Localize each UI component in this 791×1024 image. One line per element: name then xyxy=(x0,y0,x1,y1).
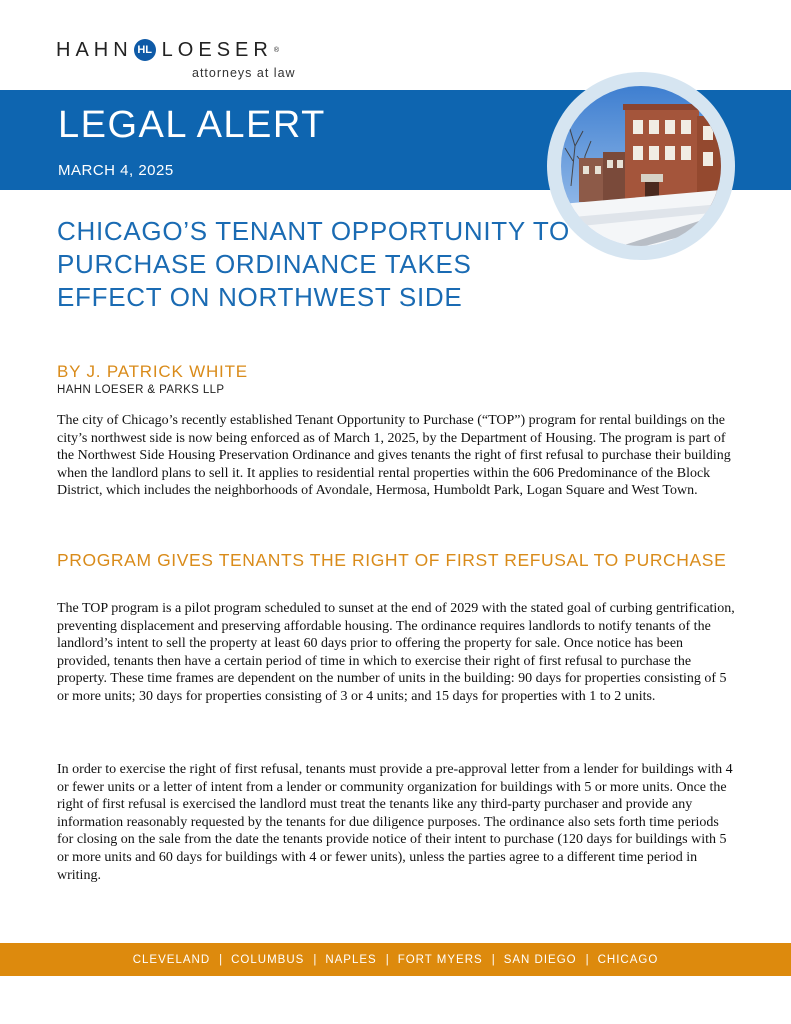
office-fort-myers: FORT MYERS xyxy=(397,953,483,966)
logo-word-loeser: LOESER xyxy=(161,38,273,61)
footer-separator: | xyxy=(219,953,223,966)
footer-separator: | xyxy=(585,953,589,966)
article-headline: CHICAGO’S TENANT OPPORTUNITY TO PURCHASE ORDINANCE TAKES EFFECT ON NORTHWEST SIDE xyxy=(57,216,570,312)
office-naples: NAPLES xyxy=(325,953,377,966)
office-san-diego: SAN DIEGO xyxy=(503,953,577,966)
logo-mark-letters: HL xyxy=(137,44,152,56)
footer-separator: | xyxy=(313,953,317,966)
office-chicago: CHICAGO xyxy=(597,953,659,966)
logo-mark-icon xyxy=(134,39,156,61)
office-columbus: COLUMBUS xyxy=(231,953,305,966)
logo-word-hahn: HAHN xyxy=(56,38,133,61)
registered-mark: ® xyxy=(273,46,279,54)
chicago-buildings-illustration xyxy=(561,86,721,246)
paragraph-right-of-first-refusal: In order to exercise the right of first refusal, tenants must provide a pre-approval letter from a lender for buildings with 4 or fewer units or a letter of intent from a lender or community organization for buildings with 5 or more units. Once the right of first refusal is exercised the landlord must treat the tenants like any third-party purchaser and provide any information reasonably requested by the tenants for due diligence purposes. The ordinance also sets forth time periods for closing on the sale from the date the tenants provide notice of their intent to purchase (120 days for buildings with 5 or more units and 60 days for buildings with 4 or fewer units), unless the parties agree to a different time period in writing. xyxy=(57,762,733,883)
footer-separator: | xyxy=(491,953,495,966)
paragraph-intro: The city of Chicago’s recently established Tenant Opportunity to Purchase (“TOP”) program for rental buildings on the city’s northwest side is now being enforced as of March 1, 2025, by the Department of Housing. The program is part of the Northwest Side Housing Preservation Ordinance and gives tenants the right of first refusal to purchase their building when the landlord plans to sell it. It applies to residential rental properties within the 606 Predominance of the Block District, which includes the neighborhoods of Avondale, Hermosa, Humboldt Park, Logan Square and West Town. xyxy=(57,413,731,499)
office-locations-footer xyxy=(0,943,791,976)
chicago-buildings-photo xyxy=(561,86,721,246)
firm-logo xyxy=(56,36,336,86)
paragraph-program: The TOP program is a pilot program scheduled to sunset at the end of 2029 with the stated goal of curbing gentrification, preventing displacement and preserving affordable housing. The ordinance requires landlords to notify tenants of the landlord’s intent to sell the property at least 60 days prior to offering the property for sale. Once notice has been provided, tenants then have a certain period of time in which to exercise their right of first refusal to purchase the property. These time frames are dependent on the number of units in the building: 90 days for properties consisting of 5 or more units; 30 days for properties consisting of 3 or 4 units; and 15 days for properties with 1 to 2 units. xyxy=(57,601,735,704)
office-cleveland: CLEVELAND xyxy=(132,953,211,966)
author-firm: HAHN LOESER & PARKS LLP xyxy=(57,384,225,396)
section-subheading: PROGRAM GIVES TENANTS THE RIGHT OF FIRST REFUSAL TO PURCHASE xyxy=(57,550,727,570)
logo-tagline: attorneys at law xyxy=(192,66,296,80)
footer-separator: | xyxy=(385,953,389,966)
author-byline: BY J. PATRICK WHITE xyxy=(57,362,248,381)
banner-date: MARCH 4, 2025 xyxy=(58,162,174,179)
banner-title: LEGAL ALERT xyxy=(58,104,326,146)
